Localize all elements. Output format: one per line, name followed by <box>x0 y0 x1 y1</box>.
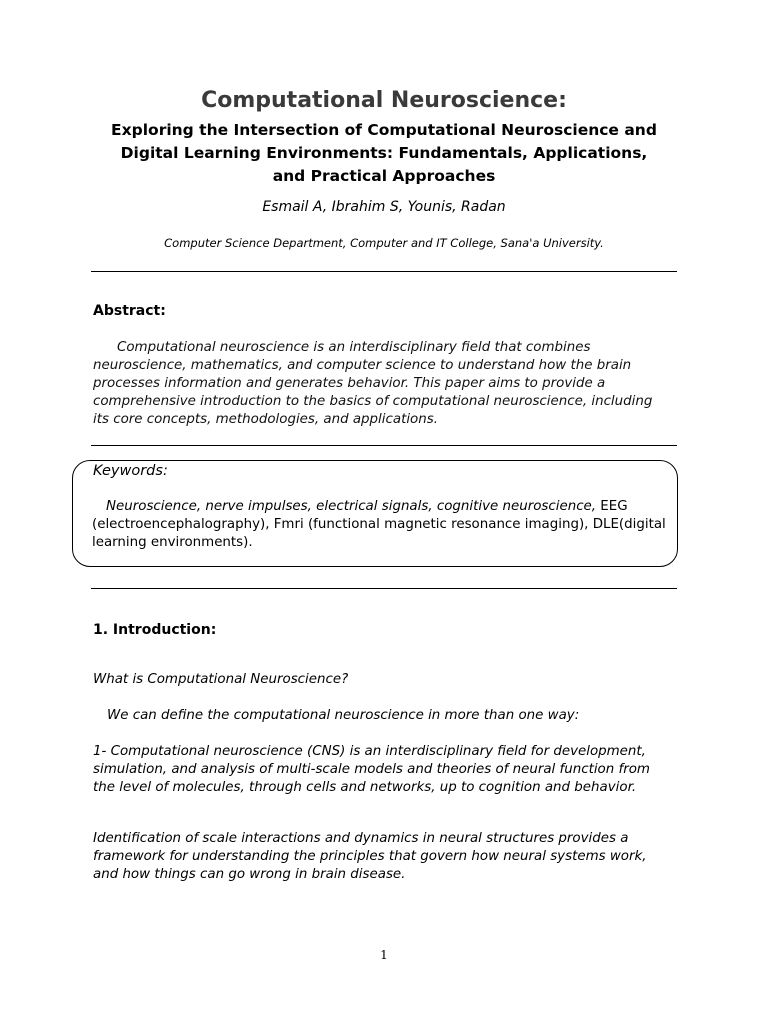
introduction-paragraph <box>93 830 678 884</box>
keywords-line <box>92 498 682 516</box>
paper-title: Computational Neuroscience: <box>201 88 567 113</box>
subtitle-line: and Practical Approaches <box>272 167 496 185</box>
paragraph-line: framework for understanding the principles that govern how neural systems work, <box>93 849 647 864</box>
introduction-paragraph <box>93 743 678 797</box>
keywords-line: learning environments). <box>92 535 253 550</box>
paragraph-line: and how things can go wrong in brain disease. <box>93 867 406 882</box>
definition-intro: We can define the computational neuroscience in more than one way: <box>107 708 580 723</box>
keywords-line-rest: EEG <box>596 499 628 514</box>
abstract-line: neuroscience, mathematics, and computer science to understand how the brain <box>93 358 632 373</box>
paragraph-line: 1- Computational neuroscience (CNS) is an interdisciplinary field for development, <box>93 744 646 759</box>
keywords-italic-part: Neuroscience, nerve impulses, electrical signals, cognitive neuroscience, <box>106 499 597 514</box>
page-number: 1 <box>380 948 388 962</box>
subtitle-line: Digital Learning Environments: Fundamentals, Applications, <box>120 144 648 162</box>
abstract-line: processes information and generates behavior. This paper aims to provide a <box>93 376 606 391</box>
abstract-heading: Abstract: <box>93 303 166 319</box>
paragraph-line: Identification of scale interactions and dynamics in neural structures provides a <box>93 831 629 846</box>
subtitle-line: Exploring the Intersection of Computational Neuroscience and <box>111 121 657 139</box>
paragraph-line: the level of molecules, through cells and networks, up to cognition and behavior. <box>93 780 637 795</box>
paper-subtitle <box>84 119 684 188</box>
section-divider <box>91 445 677 446</box>
abstract-line: Computational neuroscience is an interdisciplinary field that combines <box>117 340 591 355</box>
keywords-line: (electroencephalography), Fmri (functional magnetic resonance imaging), DLE(digital <box>92 517 666 532</box>
section-divider <box>91 588 677 589</box>
author-list: Esmail A, Ibrahim S, Younis, Radan <box>262 199 506 215</box>
author-affiliation: Computer Science Department, Computer and IT College, Sana'a University. <box>164 236 604 250</box>
introduction-question: What is Computational Neuroscience? <box>93 672 349 687</box>
paragraph-line: simulation, and analysis of multi-scale models and theories of neural function from <box>93 762 650 777</box>
keywords-text <box>92 498 682 552</box>
abstract-line: its core concepts, methodologies, and applications. <box>93 412 438 427</box>
keywords-heading: Keywords: <box>93 463 168 479</box>
abstract-text <box>93 339 678 429</box>
section-divider <box>91 271 677 272</box>
introduction-heading: 1. Introduction: <box>93 622 217 638</box>
abstract-line: comprehensive introduction to the basics of computational neuroscience, including <box>93 394 653 409</box>
